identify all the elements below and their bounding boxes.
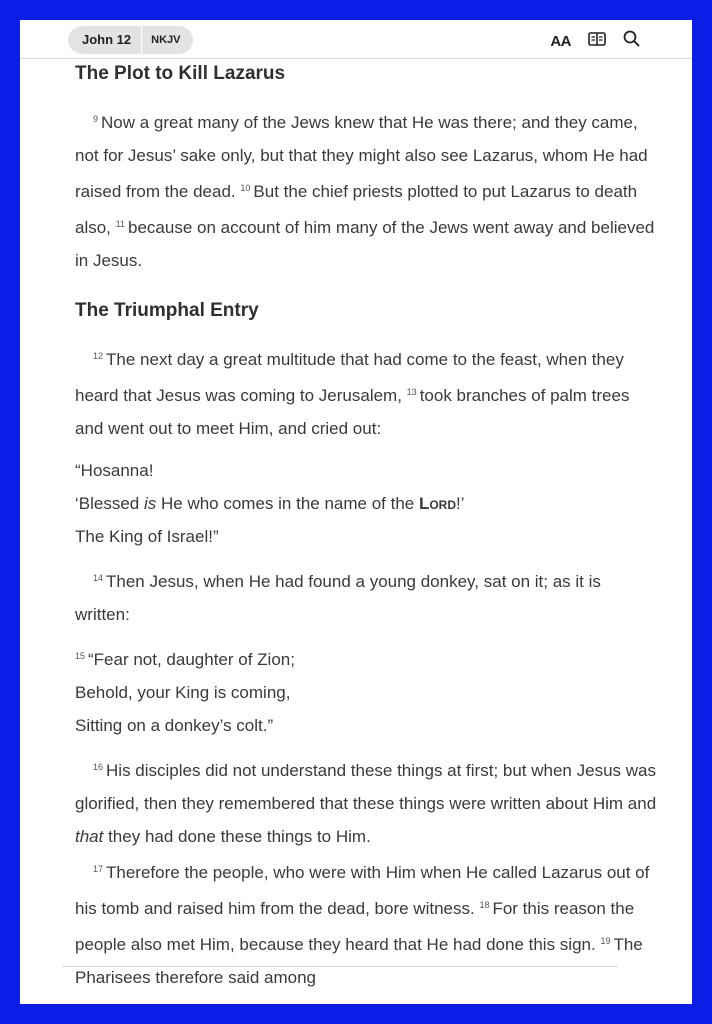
verse-number[interactable]: 14 [93, 573, 104, 583]
paragraph [75, 751, 660, 853]
version-button[interactable]: NKJV [151, 34, 181, 46]
verse-number[interactable]: 15 [75, 651, 86, 661]
poetry-line[interactable]: “Hosanna! [75, 461, 154, 480]
poetry-text: ‘Blessed [75, 494, 144, 513]
verse-text[interactable]: because on account of him many of the Jews went away and believed in Jesus. [75, 218, 655, 270]
verse-text[interactable]: Now a great many of the Jews knew that He was there; and they came, not for Jesus’ sake only, but that they might also see Lazarus, whom He had raised from the dead. [75, 113, 648, 201]
verse-number[interactable]: 17 [93, 864, 104, 874]
paragraph [75, 562, 660, 631]
poetry-text: !’ [456, 494, 465, 513]
verse-number[interactable]: 9 [93, 114, 99, 124]
poetry-line[interactable]: The King of Israel!” [75, 527, 219, 546]
paragraph [75, 853, 660, 994]
divider [62, 966, 618, 967]
poetry-line[interactable] [75, 640, 660, 676]
italic-word: is [143, 494, 157, 513]
passage-selector[interactable] [68, 26, 193, 54]
bible-reader-screen [20, 20, 692, 1004]
poetry-line[interactable] [75, 487, 660, 520]
book-chapter-button[interactable]: John 12 [68, 26, 142, 54]
search-icon[interactable] [623, 30, 640, 52]
italic-word: that [75, 827, 104, 846]
verse-text[interactable]: Therefore the people, who were with Him when He called Lazarus out of his tomb and raised him from the dead, bore witness. [75, 863, 650, 918]
verse-text[interactable]: For this reason the people also met Him, because they heard that He had done this sign. [75, 899, 635, 954]
verse-text[interactable]: Then Jesus, when He had found a young donkey, sat on it; as it is written: [75, 572, 601, 624]
verse-text[interactable]: they had done these things to Him. [103, 827, 371, 846]
verse-number[interactable]: 16 [93, 762, 104, 772]
poetry-text: “Fear not, daughter of Zion; [88, 650, 295, 669]
verse-text[interactable]: His disciples did not understand these things at first; but when Jesus was glorified, then they remembered that these things were written about Him and [75, 761, 657, 813]
verse-number[interactable]: 11 [115, 219, 125, 229]
parallel-view-icon[interactable] [588, 32, 606, 51]
divine-name: Lord [418, 494, 457, 513]
paragraph [75, 103, 660, 277]
verse-number[interactable]: 18 [479, 900, 490, 910]
verse-number[interactable]: 13 [406, 387, 417, 397]
verse-number[interactable]: 19 [600, 936, 611, 946]
verse-number[interactable]: 10 [240, 183, 251, 193]
poetry-block [75, 640, 660, 742]
top-bar [20, 20, 692, 59]
verse-text[interactable]: The next day a great multitude that had come to the feast, when they heard that Jesus was coming to Jerusalem, [75, 350, 624, 405]
section-heading: The Plot to Kill Lazarus [75, 63, 286, 84]
toolbar [550, 30, 640, 52]
poetry-line[interactable]: Sitting on a donkey’s colt.” [75, 716, 274, 735]
poetry-line[interactable]: Behold, your King is coming, [75, 683, 291, 702]
paragraph [75, 340, 660, 445]
verse-text[interactable]: The Pharisees therefore said among [75, 935, 643, 987]
chapter-text [75, 59, 660, 994]
font-size-button[interactable]: AA [550, 32, 571, 50]
verse-text[interactable]: But the chief priests plotted to put Lazarus to death also, [75, 182, 638, 237]
poetry-text: He who comes in the name of the [156, 494, 419, 513]
poetry-block [75, 454, 660, 553]
verse-text[interactable]: took branches of palm trees and went out to meet Him, and cried out: [75, 386, 630, 438]
verse-number[interactable]: 12 [93, 351, 104, 361]
section-heading: The Triumphal Entry [75, 300, 259, 321]
